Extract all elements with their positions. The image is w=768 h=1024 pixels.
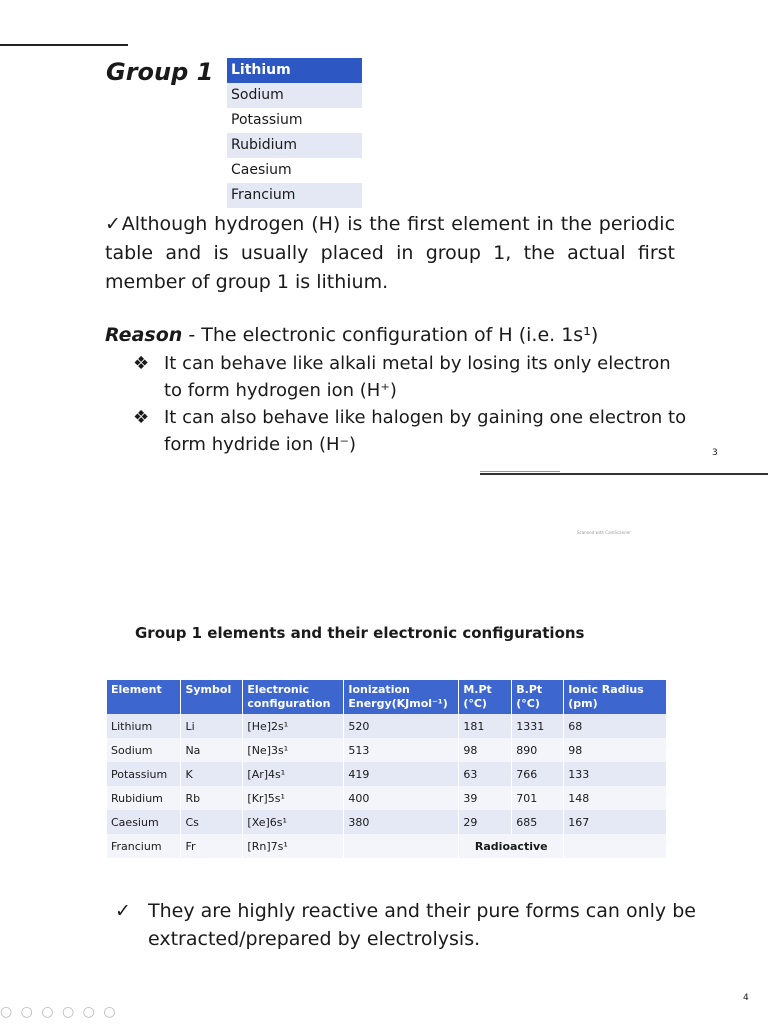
divider-rule (480, 471, 560, 472)
reason-label: Reason (105, 324, 183, 346)
table-row (107, 834, 667, 858)
table-title: Group 1 elements and their electronic configurations (135, 624, 585, 642)
scanner-watermark: Scanned with CamScanner (577, 530, 631, 535)
cell-ionization-energy: 380 (344, 810, 459, 834)
cell-configuration: [Ne]3s¹ (243, 738, 344, 762)
elements-list (227, 58, 362, 208)
header-ionic-radius: Ionic Radius (pm) (564, 680, 667, 714)
cell-ionization-energy: 400 (344, 786, 459, 810)
cell-symbol: Rb (181, 786, 243, 810)
check-icon: ✓ (105, 213, 122, 235)
cell-melting-point: 29 (459, 810, 512, 834)
cell-ionic-radius: 148 (564, 786, 667, 810)
table-row (107, 762, 667, 786)
cell-ionization-energy: 513 (344, 738, 459, 762)
reason-line (105, 322, 705, 349)
table-row (107, 786, 667, 810)
cell-boiling-point: 890 (512, 738, 564, 762)
cell-ionization-energy: 419 (344, 762, 459, 786)
element-item-francium[interactable]: Francium (227, 183, 362, 208)
header-element: Element (107, 680, 181, 714)
cell-ionic-radius (564, 834, 667, 858)
page-number: 3 (712, 448, 718, 458)
cell-element: Francium (107, 834, 181, 858)
page-number: 4 (743, 993, 749, 1003)
conclusion-text: They are highly reactive and their pure forms can only be extracted/prepared by electrolysis. (148, 900, 696, 950)
element-item-potassium[interactable]: Potassium (227, 108, 362, 133)
cell-symbol: Cs (181, 810, 243, 834)
element-item-lithium[interactable]: Lithium (227, 58, 362, 83)
cell-symbol: Na (181, 738, 243, 762)
cell-ionic-radius: 167 (564, 810, 667, 834)
cell-melting-point: 39 (459, 786, 512, 810)
table-row (107, 810, 667, 834)
cell-melting-point: 98 (459, 738, 512, 762)
element-item-caesium[interactable]: Caesium (227, 158, 362, 183)
cell-element: Lithium (107, 714, 181, 738)
diamond-bullet-icon: ❖ (133, 407, 150, 428)
check-icon: ✓ (115, 900, 131, 922)
header-melting-point: M.Pt (°C) (459, 680, 512, 714)
element-item-sodium[interactable]: Sodium (227, 83, 362, 108)
table-header-row (107, 680, 667, 714)
cell-element: Rubidium (107, 786, 181, 810)
cell-ionic-radius: 133 (564, 762, 667, 786)
cell-boiling-point: 1331 (512, 714, 564, 738)
element-item-rubidium[interactable]: Rubidium (227, 133, 362, 158)
cell-symbol: Li (181, 714, 243, 738)
cell-element: Caesium (107, 810, 181, 834)
table-row (107, 738, 667, 762)
hydrogen-paragraph (105, 210, 675, 297)
cell-radioactive: Radioactive (459, 834, 564, 858)
bullet-text: It can behave like alkali metal by losing its only electron to form hydrogen ion (H⁺) (164, 353, 671, 401)
cell-ionic-radius: 68 (564, 714, 667, 738)
cell-ionic-radius: 98 (564, 738, 667, 762)
hydrogen-paragraph-text: Although hydrogen (H) is the first element in the periodic table and is usually placed in group 1, the actual first member of group 1 is lithium. (105, 213, 676, 293)
cell-melting-point: 181 (459, 714, 512, 738)
cell-boiling-point: 701 (512, 786, 564, 810)
table-row (107, 714, 667, 738)
divider-rule (480, 473, 768, 475)
viewer-toolbar-icons: ○ ○ ○ ○ ○ ○ (0, 1004, 118, 1020)
cell-symbol: Fr (181, 834, 243, 858)
cell-ionization-energy (344, 834, 459, 858)
cell-boiling-point: 685 (512, 810, 564, 834)
group-title: Group 1 (106, 58, 214, 86)
header-symbol: Symbol (181, 680, 243, 714)
cell-element: Potassium (107, 762, 181, 786)
cell-ionization-energy: 520 (344, 714, 459, 738)
cell-configuration: [He]2s¹ (243, 714, 344, 738)
top-rule (0, 44, 128, 46)
cell-configuration: [Rn]7s¹ (243, 834, 344, 858)
cell-element: Sodium (107, 738, 181, 762)
cell-boiling-point: 766 (512, 762, 564, 786)
cell-melting-point: 63 (459, 762, 512, 786)
cell-symbol: K (181, 762, 243, 786)
cell-configuration: [Ar]4s¹ (243, 762, 344, 786)
group1-table (107, 680, 667, 858)
header-configuration: Electronic configuration (243, 680, 344, 714)
bullet-text: It can also behave like halogen by gaining one electron to form hydride ion (H⁻) (164, 407, 687, 455)
reason-text: - The electronic configuration of H (i.e. 1s¹) (182, 324, 599, 346)
header-ionization-energy: Ionization Energy(KJmol⁻¹) (344, 680, 459, 714)
cell-configuration: [Xe]6s¹ (243, 810, 344, 834)
header-boiling-point: B.Pt (°C) (512, 680, 564, 714)
diamond-bullet-icon: ❖ (133, 353, 150, 374)
cell-configuration: [Kr]5s¹ (243, 786, 344, 810)
